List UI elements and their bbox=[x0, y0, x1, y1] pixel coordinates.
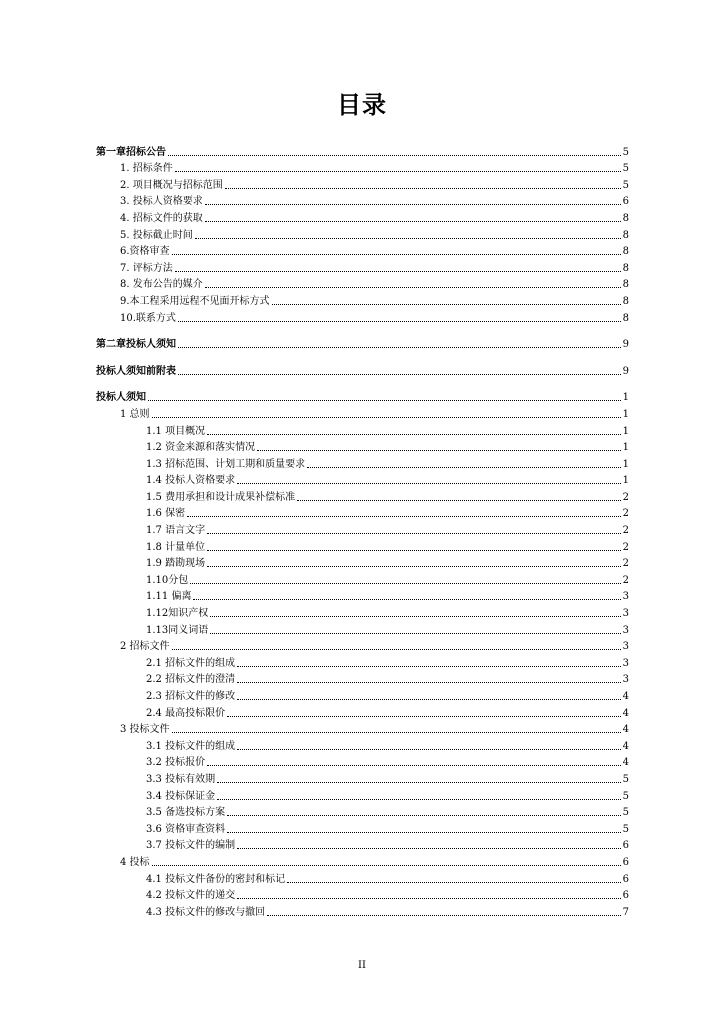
page-number: II bbox=[358, 960, 366, 971]
toc-dot-leader bbox=[207, 433, 621, 435]
toc-chapter-entry[interactable] bbox=[96, 142, 629, 159]
toc-entry[interactable] bbox=[96, 869, 629, 886]
toc-entry-page: 3 bbox=[622, 641, 629, 653]
toc-entry-label: 3.6 资格审查资料 bbox=[146, 823, 226, 835]
toc-entry-page: 4 bbox=[622, 707, 629, 719]
toc-entry-label: 8. 发布公告的媒介 bbox=[120, 279, 203, 291]
toc-dot-leader bbox=[207, 549, 621, 551]
toc-entry[interactable] bbox=[96, 653, 629, 670]
toc-entry-page: 7 bbox=[622, 906, 629, 918]
toc-entry[interactable] bbox=[96, 291, 629, 308]
toc-entry[interactable] bbox=[96, 620, 629, 637]
toc-dot-leader bbox=[217, 798, 621, 800]
toc-dot-leader bbox=[267, 914, 621, 916]
toc-entry-page: 3 bbox=[622, 674, 629, 686]
toc-dot-leader bbox=[195, 237, 621, 239]
toc-entry-page: 6 bbox=[622, 873, 629, 885]
toc-entry[interactable] bbox=[96, 242, 629, 259]
toc-entry-page: 4 bbox=[622, 757, 629, 769]
toc-entry[interactable] bbox=[96, 769, 629, 786]
toc-entry-label: 1 总则 bbox=[120, 408, 150, 420]
toc-dot-leader bbox=[175, 170, 621, 172]
toc-dot-leader bbox=[227, 715, 621, 717]
toc-entry[interactable] bbox=[96, 438, 629, 455]
toc-dot-leader bbox=[207, 565, 621, 567]
toc-entry-page: 5 bbox=[622, 823, 629, 835]
toc-entry-label: 1.13同义词语 bbox=[146, 624, 209, 636]
toc-entry-page: 9 bbox=[622, 339, 629, 351]
toc-entry-page: 1 bbox=[622, 458, 629, 470]
toc-entry-label: 4.2 投标文件的递交 bbox=[146, 890, 236, 902]
toc-entry-label: 3.2 投标报价 bbox=[146, 757, 206, 769]
toc-entry-label: 10.联系方式 bbox=[120, 312, 176, 324]
toc-entry-label: 1.2 资金来源和落实情况 bbox=[146, 442, 256, 454]
toc-entry-label: 2.3 招标文件的修改 bbox=[146, 691, 236, 702]
toc-entry-page: 2 bbox=[622, 491, 629, 503]
toc-dot-leader bbox=[257, 449, 621, 451]
toc-entry-label: 1.11 偏离 bbox=[146, 591, 192, 603]
toc-entry-page: 1 bbox=[622, 392, 629, 404]
toc-entry-page: 3 bbox=[622, 591, 629, 603]
toc-dot-leader bbox=[237, 698, 621, 700]
toc-entry-label: 4. 招标文件的获取 bbox=[120, 212, 203, 224]
toc-entry-label: 6.资格审查 bbox=[120, 246, 170, 258]
toc-entry-page: 8 bbox=[622, 279, 629, 291]
toc-entry-label: 1.7 语言文字 bbox=[146, 525, 206, 537]
toc-dot-leader bbox=[225, 187, 621, 189]
toc-entry[interactable] bbox=[96, 537, 629, 554]
toc-dot-leader bbox=[152, 416, 621, 418]
toc-entry-page: 9 bbox=[622, 365, 629, 377]
toc-entry[interactable] bbox=[96, 504, 629, 521]
toc-dot-leader bbox=[287, 881, 621, 883]
toc-entry-label: 2 招标文件 bbox=[120, 641, 170, 653]
toc-entry[interactable] bbox=[96, 852, 629, 869]
toc-entry-label: 1.8 计量单位 bbox=[146, 541, 206, 553]
toc-entry-label: 第一章招标公告 bbox=[96, 146, 166, 158]
toc-dot-leader bbox=[227, 814, 621, 816]
toc-dot-leader bbox=[175, 270, 621, 272]
toc-dot-leader bbox=[168, 154, 621, 156]
toc-dot-leader bbox=[205, 203, 621, 205]
toc-dot-leader bbox=[237, 665, 621, 667]
toc-entry[interactable] bbox=[96, 421, 629, 438]
toc-entry-page: 3 bbox=[622, 657, 629, 669]
toc-entry-page: 8 bbox=[622, 295, 629, 307]
toc-dot-leader bbox=[307, 466, 621, 468]
toc-dot-leader bbox=[172, 253, 621, 255]
toc-entry[interactable] bbox=[96, 670, 629, 687]
toc-entry-label: 4 投标 bbox=[120, 856, 150, 868]
toc-dot-leader bbox=[148, 399, 621, 401]
table-of-contents bbox=[96, 142, 629, 919]
toc-entry[interactable] bbox=[96, 175, 629, 192]
toc-entry[interactable] bbox=[96, 454, 629, 471]
toc-dot-leader bbox=[272, 303, 621, 305]
toc-entry-page: 5 bbox=[622, 807, 629, 819]
toc-entry-label: 3.3 投标有效期 bbox=[146, 773, 216, 785]
toc-entry[interactable] bbox=[96, 786, 629, 803]
toc-entry[interactable] bbox=[96, 819, 629, 836]
toc-entry-page: 6 bbox=[622, 890, 629, 902]
toc-dot-leader bbox=[205, 220, 621, 222]
toc-dot-leader bbox=[207, 764, 621, 766]
toc-entry[interactable] bbox=[96, 603, 629, 620]
toc-entry[interactable] bbox=[96, 637, 629, 654]
toc-dot-leader bbox=[210, 632, 620, 634]
toc-dot-leader bbox=[187, 515, 621, 517]
toc-entry-page: 1 bbox=[622, 425, 629, 437]
toc-entry-label: 5. 投标截止时间 bbox=[120, 229, 193, 241]
toc-entry-label: 2.4 最高投标限价 bbox=[146, 707, 226, 719]
toc-dot-leader bbox=[237, 482, 621, 484]
toc-entry-page: 1 bbox=[622, 442, 629, 454]
toc-entry-label: 4.3 投标文件的修改与撤回 bbox=[146, 906, 266, 918]
toc-entry[interactable] bbox=[96, 803, 629, 820]
toc-entry-page: 6 bbox=[622, 856, 629, 868]
toc-entry[interactable] bbox=[96, 570, 629, 587]
toc-dot-leader bbox=[178, 346, 621, 348]
toc-dot-leader bbox=[237, 847, 621, 849]
toc-dot-leader bbox=[178, 320, 621, 322]
toc-entry-label: 9.本工程采用远程不见面开标方式 bbox=[120, 295, 270, 307]
toc-entry[interactable] bbox=[96, 258, 629, 275]
toc-entry-page: 5 bbox=[622, 179, 629, 191]
toc-dot-leader bbox=[227, 831, 621, 833]
toc-entry-label: 3.4 投标保证金 bbox=[146, 790, 216, 802]
page-title: 目录 bbox=[337, 91, 387, 119]
toc-entry-label: 3. 投标人资格要求 bbox=[120, 196, 203, 208]
toc-entry-page: 1 bbox=[622, 408, 629, 420]
toc-entry-page: 4 bbox=[622, 691, 629, 702]
toc-chapter-entry[interactable] bbox=[96, 335, 629, 352]
toc-entry-label: 1.9 踏勘现场 bbox=[146, 558, 206, 570]
toc-entry-page: 1 bbox=[622, 475, 629, 487]
toc-entry-label: 2. 项目概况与招标范围 bbox=[120, 179, 223, 191]
toc-dot-leader bbox=[217, 781, 621, 783]
toc-entry[interactable] bbox=[96, 208, 629, 225]
toc-dot-leader bbox=[237, 681, 621, 683]
toc-dot-leader bbox=[205, 286, 621, 288]
toc-entry[interactable] bbox=[96, 308, 629, 325]
toc-entry-page: 2 bbox=[622, 574, 629, 586]
toc-entry-label: 4.1 投标文件备份的密封和标记 bbox=[146, 873, 286, 885]
toc-entry-label: 3.7 投标文件的编制 bbox=[146, 840, 236, 852]
toc-dot-leader bbox=[178, 373, 621, 375]
toc-entry-label: 2.2 招标文件的澄清 bbox=[146, 674, 236, 686]
toc-entry-label: 7. 评标方法 bbox=[120, 262, 173, 274]
toc-entry-page: 5 bbox=[622, 773, 629, 785]
toc-entry-page: 8 bbox=[622, 312, 629, 324]
toc-entry[interactable] bbox=[96, 471, 629, 488]
toc-entry-page: 8 bbox=[622, 262, 629, 274]
toc-entry[interactable] bbox=[96, 192, 629, 209]
toc-entry[interactable] bbox=[96, 686, 629, 703]
toc-entry-label: 3.1 投标文件的组成 bbox=[146, 740, 236, 752]
toc-entry-label: 2.1 招标文件的组成 bbox=[146, 657, 236, 669]
toc-entry[interactable] bbox=[96, 159, 629, 176]
toc-entry-page: 5 bbox=[622, 146, 629, 158]
toc-entry-page: 8 bbox=[622, 246, 629, 258]
toc-entry[interactable] bbox=[96, 720, 629, 737]
toc-dot-leader bbox=[152, 864, 621, 866]
toc-entry[interactable] bbox=[96, 404, 629, 421]
toc-entry-label: 3 投标文件 bbox=[120, 724, 170, 736]
toc-dot-leader bbox=[210, 615, 620, 617]
toc-entry[interactable] bbox=[96, 587, 629, 604]
toc-entry-page: 5 bbox=[622, 790, 629, 802]
toc-dot-leader bbox=[172, 731, 621, 733]
toc-entry-page: 5 bbox=[622, 163, 629, 175]
toc-entry-page: 6 bbox=[622, 840, 629, 852]
toc-entry-page: 3 bbox=[622, 624, 629, 636]
toc-entry[interactable] bbox=[96, 902, 629, 919]
toc-dot-leader bbox=[297, 499, 621, 501]
toc-entry-label: 1.5 费用承担和设计成果补偿标准 bbox=[146, 491, 296, 503]
toc-entry[interactable] bbox=[96, 736, 629, 753]
toc-entry-page: 4 bbox=[622, 740, 629, 752]
toc-entry-label: 投标人须知前附表 bbox=[96, 365, 176, 377]
toc-entry-page: 3 bbox=[622, 608, 629, 620]
toc-entry[interactable] bbox=[96, 225, 629, 242]
toc-entry-label: 投标人须知 bbox=[96, 392, 146, 404]
toc-entry-label: 1. 招标条件 bbox=[120, 163, 173, 175]
toc-entry[interactable] bbox=[96, 554, 629, 571]
toc-entry-label: 1.12知识产权 bbox=[146, 608, 209, 620]
toc-entry-label: 1.6 保密 bbox=[146, 508, 186, 520]
toc-entry-page: 2 bbox=[622, 508, 629, 520]
toc-entry[interactable] bbox=[96, 886, 629, 903]
toc-entry[interactable] bbox=[96, 275, 629, 292]
toc-chapter-entry[interactable] bbox=[96, 388, 629, 405]
toc-entry-label: 1.1 项目概况 bbox=[146, 425, 206, 437]
toc-entry-page: 4 bbox=[622, 724, 629, 736]
toc-dot-leader bbox=[190, 582, 620, 584]
toc-dot-leader bbox=[237, 897, 621, 899]
toc-entry-page: 2 bbox=[622, 525, 629, 537]
toc-entry-label: 1.10分包 bbox=[146, 574, 189, 586]
toc-dot-leader bbox=[237, 748, 621, 750]
toc-entry[interactable] bbox=[96, 703, 629, 720]
toc-entry[interactable] bbox=[96, 520, 629, 537]
toc-entry-page: 8 bbox=[622, 212, 629, 224]
toc-entry-page: 8 bbox=[622, 229, 629, 241]
toc-entry-label: 1.4 投标人资格要求 bbox=[146, 475, 236, 487]
toc-entry[interactable] bbox=[96, 487, 629, 504]
toc-dot-leader bbox=[172, 648, 621, 650]
toc-entry-label: 第二章投标人须知 bbox=[96, 339, 176, 351]
toc-entry-page: 6 bbox=[622, 196, 629, 208]
toc-chapter-entry[interactable] bbox=[96, 361, 629, 378]
toc-entry-page: 2 bbox=[622, 558, 629, 570]
toc-entry-label: 3.5 备选投标方案 bbox=[146, 807, 226, 819]
toc-dot-leader bbox=[207, 532, 621, 534]
toc-entry-page: 2 bbox=[622, 541, 629, 553]
toc-entry-label: 1.3 招标范围、计划工期和质量要求 bbox=[146, 458, 306, 470]
toc-entry[interactable] bbox=[96, 753, 629, 770]
toc-entry[interactable] bbox=[96, 836, 629, 853]
toc-dot-leader bbox=[193, 598, 620, 600]
